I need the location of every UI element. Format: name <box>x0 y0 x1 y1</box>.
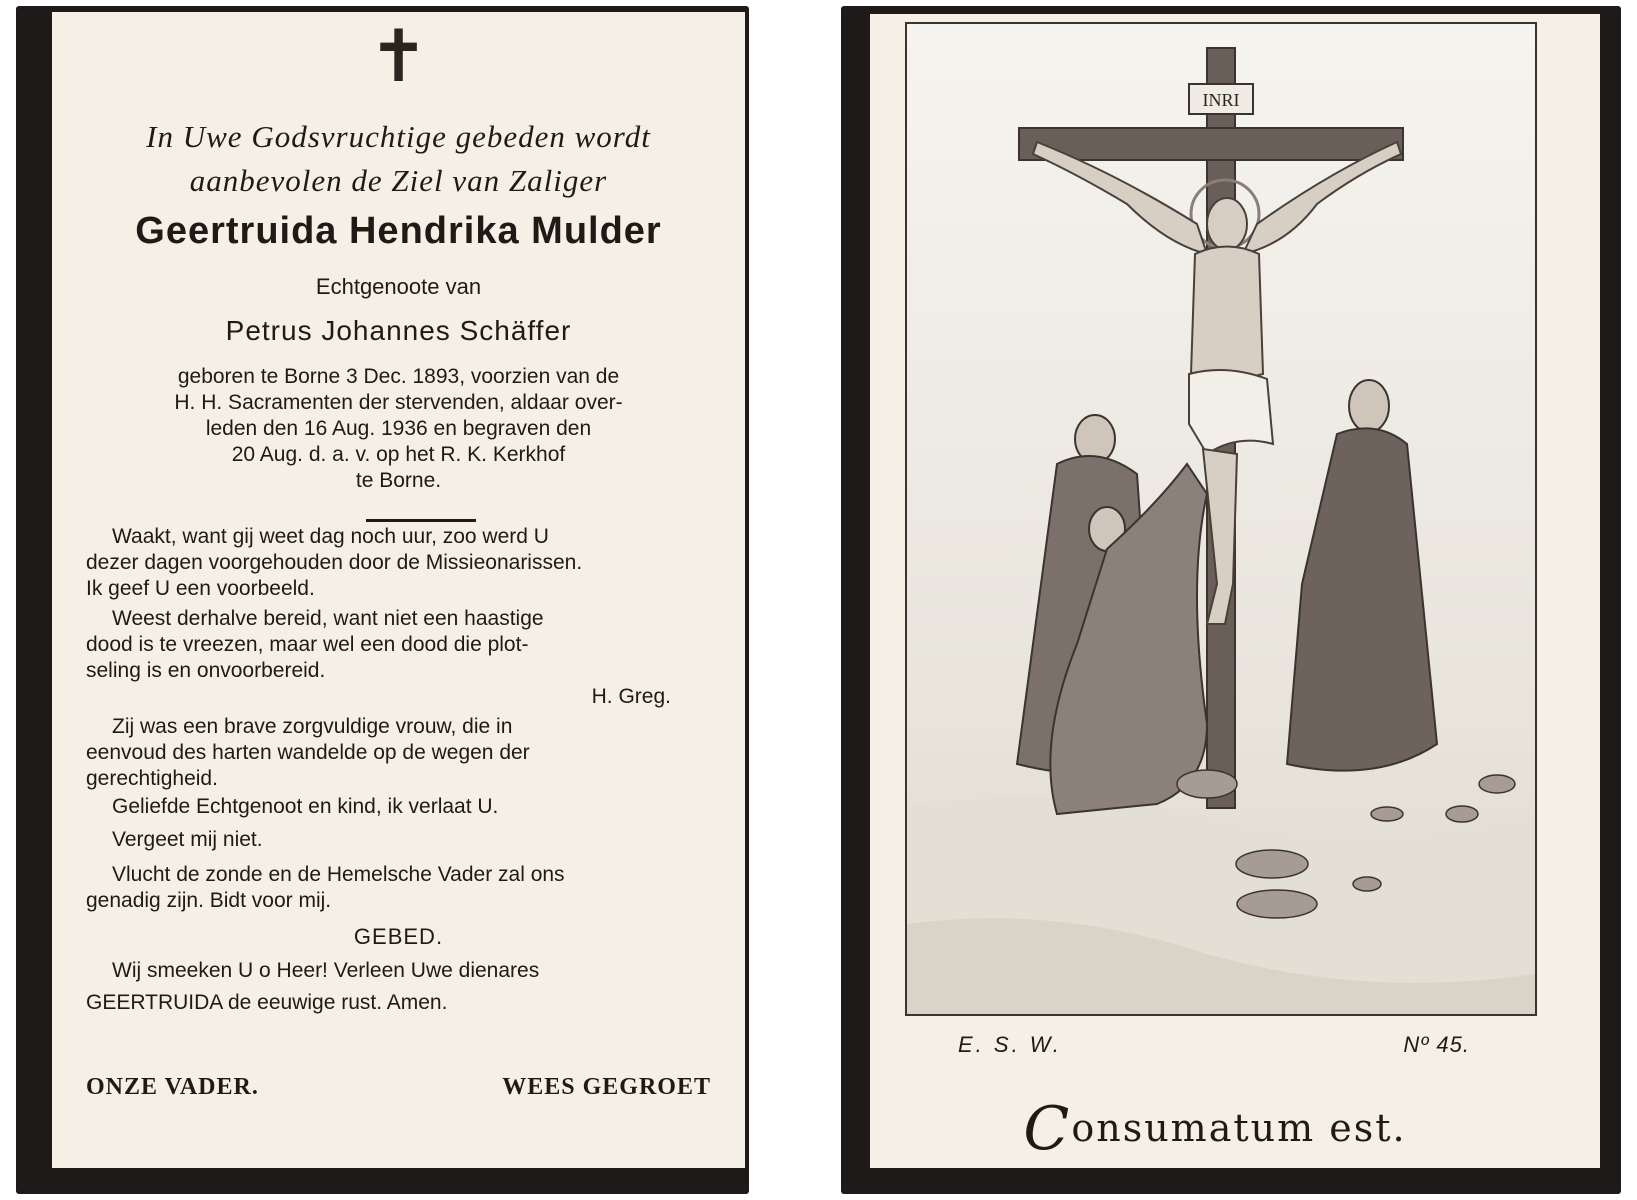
deceased-name: Geertruida Hendrika Mulder <box>135 210 662 252</box>
text-card-paper <box>52 12 745 1168</box>
prayer-title: GEBED. <box>353 924 444 949</box>
text-line: Geliefde Echtgenoot en kind, ik verlaat U. <box>112 795 499 818</box>
intro-line: In Uwe Godsvruchtige gebeden wordt <box>146 119 651 154</box>
text-line: Wij smeeken U o Heer! Verleen Uwe dienares <box>112 959 540 982</box>
spouse-name: Petrus Johannes Schäffer <box>225 315 572 346</box>
text-line: gerechtigheid. <box>86 767 218 790</box>
signature: H. Greg. <box>591 685 671 708</box>
paragraph-virtue <box>86 714 711 792</box>
text-line: Ik geef U een voorbeeld. <box>86 577 315 600</box>
text-line: dezer dagen voorgehouden door de Missieonarissen. <box>86 551 583 574</box>
publisher-mark: E. S. W. <box>958 1032 1062 1057</box>
cross-icon: ✝ <box>368 14 429 98</box>
text-line: GEERTRUIDA de eeuwige rust. Amen. <box>86 991 448 1014</box>
intro-text <box>82 115 715 203</box>
motto <box>870 1094 1560 1164</box>
bio-line: geboren te Borne 3 Dec. 1893, voorzien van de <box>177 365 620 388</box>
spouse-label: Echtgenoote van <box>315 274 482 299</box>
inri-text: INRI <box>1202 90 1240 110</box>
footer-hail-mary: WEES GEGROET <box>502 1074 711 1100</box>
paragraph-missionaries <box>86 524 711 602</box>
prayer-footer <box>86 1074 711 1101</box>
intro-line: aanbevolen de Ziel van Zaliger <box>189 163 608 198</box>
plate-number: Nº 45. <box>1403 1032 1470 1057</box>
image-card-paper <box>870 14 1600 1168</box>
bio-line: 20 Aug. d. a. v. op het R. K. Kerkhof <box>231 443 566 466</box>
bio-line: te Borne. <box>355 469 442 492</box>
text-line: Zij was een brave zorgvuldige vrouw, die in <box>112 715 513 738</box>
bio-line: leden den 16 Aug. 1936 en begraven den <box>205 417 592 440</box>
text-line: genadig zijn. Bidt voor mij. <box>86 889 332 912</box>
memorial-card-text <box>16 6 749 1194</box>
cross-beam <box>1019 128 1403 160</box>
footer-our-father: ONZE VADER. <box>86 1074 259 1100</box>
text-line: eenvoud des harten wandelde op de wegen der <box>86 741 530 764</box>
motto-initial: C <box>1023 1094 1072 1164</box>
paragraph-prepared <box>86 606 711 710</box>
farewell-line <box>86 794 711 820</box>
biography <box>88 364 709 494</box>
text-line: Vlucht de zonde en de Hemelsche Vader zal ons <box>112 863 565 886</box>
bio-line: H. H. Sacramenten der stervenden, aldaar over- <box>174 391 623 414</box>
text-line: Waakt, want gij weet dag noch uur, zoo werd U <box>112 525 549 548</box>
divider <box>366 519 476 522</box>
text-line: Vergeet mij niet. <box>112 828 263 851</box>
text-line: Weest derhalve bereid, want niet een haastige <box>112 607 544 630</box>
memorial-card-image <box>841 6 1621 1194</box>
remember-line <box>86 827 711 853</box>
crucifixion-illustration <box>905 22 1537 1016</box>
crucifixion-scene <box>907 24 1535 1014</box>
motto-text: onsumatum est. <box>1071 1106 1407 1150</box>
prayer <box>86 924 711 1016</box>
paragraph-flee-sin <box>86 862 711 914</box>
text-line: dood is te vreezen, maar wel een dood die plot- <box>86 633 529 656</box>
text-line: seling is en onvoorbereid. <box>86 659 326 682</box>
